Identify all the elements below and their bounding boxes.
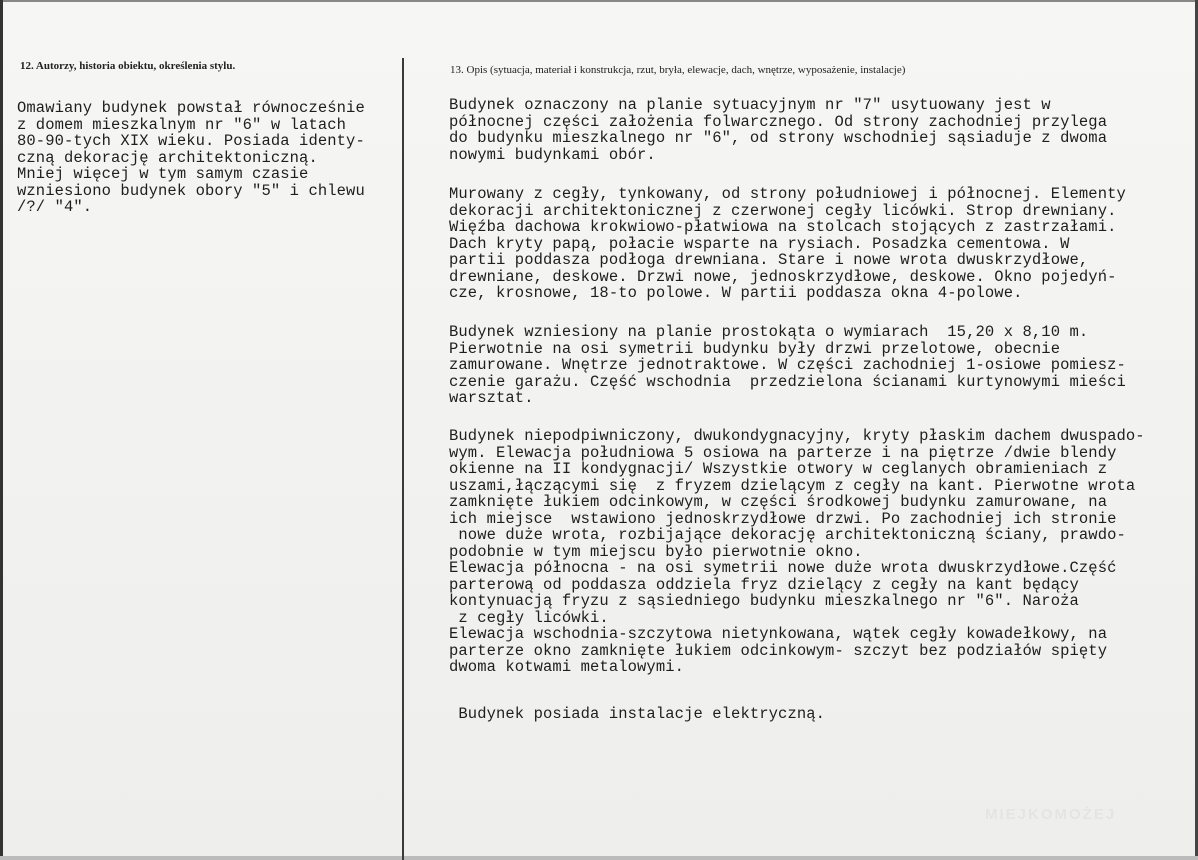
section-12-text: Omawiany budynek powstał równocześnie z domem mieszkalnym nr "6" w latach 80-90-tych XIX wieku. Posiada identy- czną dekorację architektoniczną. Mniej więcej w tym samym czasie wzniesiono budynek obory "5" i chlewu /?/ "4".	[17, 99, 365, 216]
section-13-paragraph-materials: Murowany z cegły, tynkowany, od strony południowej i północnej. Elementy dekoracji architektonicznej z czerwonej cegły licówki. Strop drewniany. Więźba dachowa krokwiowo-płatwiowa na stolcach stojących z zastrzałami. Dach kryty papą, połacie wsparte na rysiach. Posadzka cementowa. W partii poddasza podłoga drewniana. Stare i nowe wrota dwuskrzydłowe, drewniane, deskowe. Drzwi nowe, jednoskrzydłowe, deskowe. Okno pojedyń- cze, krosnowe, 18-to polowe. W partii poddasza okna 4-polowe.	[449, 185, 1126, 302]
faded-stamp-watermark: MIEJKOMOŻEJ	[985, 806, 1117, 823]
page-left-edge	[0, 0, 3, 860]
section-13-heading: 13. Opis (sytuacja, materiał i konstrukcja, rzut, bryła, elewacje, dach, wnętrze, wyposażenie, instalacje)	[450, 64, 906, 76]
page-top-edge	[0, 0, 1198, 2]
section-13-paragraph-location: Budynek oznaczony na planie sytuacyjnym nr "7" usytuowany jest w północnej części założenia folwarcznego. Od strony zachodniej przylega do budynku mieszkalnego nr "6", od strony wschodniej sąsiaduje z dwoma nowymi budynkami obór.	[449, 96, 1108, 164]
section-13-paragraph-installations: Budynek posiada instalacje elektryczną.	[449, 705, 826, 723]
column-divider	[402, 58, 404, 860]
section-13-paragraph-plan: Budynek wzniesiony na planie prostokąta o wymiarach 15,20 x 8,10 m. Pierwotnie na osi symetrii budynku były drzwi przelotowe, obecnie zamurowane. Wnętrze jednotraktowe. W części zachodniej 1-osiowe pomiesz- czenie garażu. Część wschodnia przedzielona ścianami kurtynowymi mieści warsztat.	[449, 323, 1126, 407]
page-bottom-edge	[0, 856, 1198, 860]
section-13-paragraph-elevations: Budynek niepodpiwniczony, dwukondygnacyjny, kryty płaskim dachem dwuspado- wym. Elewacja południowa 5 osiowa na parterze i na piętrze /dwie blendy okienne na II kondygnacji/ Wszystkie otwory w ceglanych obramieniach z uszami,łączącymi się z fryzem dzielącym z cegły na kant. Pierwotne wrota zamknięte łukiem odcinkowym, w części środkowej budynku zamurowane, na ich miejsce wstawiono jednoskrzydłowe drzwi. Po zachodniej ich stronie nowe duże wrota, rozbijające dekorację architektoniczną ściany, prawdo- podobnie w tym miejscu było pierwotnie okno. Elewacja północna - na osi symetrii nowe duże wrota dwuskrzydłowe.Część parterową od poddasza oddziela fryz dzielący z cegły na kant będący kontynuacją fryzu z sąsiedniego budynku mieszkalnego nr "6". Naroża z cegły licówki. Elewacja wschodnia-szczytowa nietynkowana, wątek cegły kowadełkowy, na parterze okno zamknięte łukiem odcinkowym- szczyt bez podziałów spięty dwoma kotwami metalowymi.	[449, 427, 1145, 676]
section-12-heading: 12. Autorzy, historia obiektu, określenia stylu.	[20, 60, 236, 72]
